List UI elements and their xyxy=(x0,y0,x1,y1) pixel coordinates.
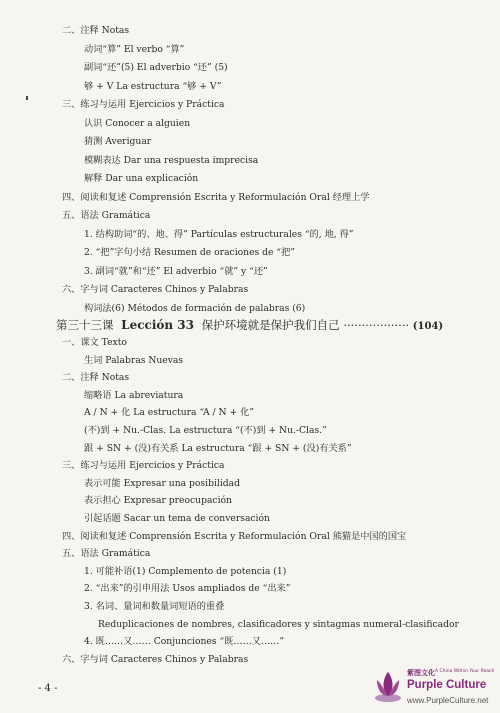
toc-entry: 缩略语 La abreviatura xyxy=(84,389,184,401)
toc-entry: 构词法(6) Métodos de formación de palabras (6) xyxy=(84,302,306,314)
lotus-logo-icon xyxy=(373,668,403,704)
toc-entry: 生词 Palabras Nuevas xyxy=(84,354,184,366)
toc-section-heading: 六、字与词 Caracteres Chinos y Palabras xyxy=(62,284,249,295)
toc-entry: 2. “把”字句小结 Resumen de oraciones de “把” xyxy=(84,247,295,258)
toc-entry: 1. 可能补语(1) Complemento de potencia (1) xyxy=(84,565,287,577)
lesson-page-ref: (104) xyxy=(412,321,444,332)
toc-entry: 跟 + SN + (没)有关系 La estructura “跟 + SN + (没)有关系” xyxy=(84,442,352,454)
toc-entry: 认识 Conocer a alguien xyxy=(84,117,191,129)
lesson-number-cn: 第三十三课 xyxy=(56,318,114,332)
logo-tagline: A China Within Your Reach xyxy=(435,669,495,674)
page-number: - 4 - xyxy=(38,683,58,694)
toc-entry: 表示可能 Expresar una posibilidad xyxy=(84,477,241,489)
toc-section-heading: 三、练习与运用 Ejercicios y Práctica xyxy=(62,99,225,110)
toc-entry: 模糊表达 Dar una respuesta imprecisa xyxy=(84,154,259,166)
toc-entry: 2. “出来”的引申用法 Usos ampliados de “出来” xyxy=(84,583,291,595)
toc-entry: 动词“算” El verbo “算” xyxy=(84,43,185,55)
lesson-33-heading xyxy=(56,318,443,334)
toc-section-heading: 六、字与词 Caracteres Chinos y Palabras xyxy=(62,653,249,665)
toc-section-heading: 五、语法 Gramática xyxy=(62,548,151,560)
toc-entry: 3. 副词“就”和“还” El adverbio “就” y “还” xyxy=(84,265,268,277)
toc-entry: 够 + V La estructura “够 + V” xyxy=(84,80,222,92)
logo-url: www.PurpleCulture.net xyxy=(407,696,489,705)
toc-entry: 引起话题 Sacar un tema de conversación xyxy=(84,513,270,524)
stray-mark xyxy=(26,96,28,100)
toc-section-heading: 五、语法 Gramática xyxy=(62,210,151,221)
lesson-title: 保护环境就是保护我们自己 xyxy=(201,318,340,332)
logo-chinese-text: 紫图文化 xyxy=(407,668,435,677)
toc-entry: Reduplicaciones de nombres, clasificadores y sintagmas numeral-clasificador xyxy=(98,618,459,630)
toc-entry: 表示担心 Expresar preocupación xyxy=(84,495,232,507)
leader-dots: ·················· xyxy=(343,318,410,332)
lesson-number-en: Lección 33 xyxy=(121,318,195,332)
toc-section-heading: 一、课文 Texto xyxy=(62,337,127,348)
toc-section-heading: 二、注释 Notas xyxy=(62,372,130,384)
toc-entry: 解释 Dar una explicación xyxy=(84,173,199,184)
purple-culture-logo xyxy=(373,666,497,710)
toc-section-heading: 四、阅读和复述 Comprensión Escrita y Reformulación Oral 经理上学 xyxy=(62,191,370,203)
toc-section-heading: 三、练习与运用 Ejercicios y Práctica xyxy=(62,460,225,472)
toc-entry: A / N + 化 La estructura “A / N + 化” xyxy=(84,407,254,419)
toc-entry: 3. 名词、量词和数量词短语的重叠 xyxy=(84,601,225,612)
toc-entry: 4. 既……又…… Conjunciones “既……又……” xyxy=(84,636,285,648)
toc-section-heading: 二、注释 Notas xyxy=(62,25,130,36)
toc-entry: (不)到 + Nu.-Clas. La estructura “(不)到 + Nu.-Clas.” xyxy=(84,425,327,436)
logo-brand-name: Purple Culture xyxy=(407,679,487,691)
toc-entry: 猜测 Averiguar xyxy=(84,136,152,147)
toc-section-heading: 四、阅读和复述 Comprensión Escrita y Reformulación Oral 熊猫是中国的国宝 xyxy=(62,530,407,542)
toc-entry: 副词“还”(5) El adverbio “还” (5) xyxy=(84,62,228,73)
toc-entry: 1. 结构助词“的、地、得” Partículas estructurales “的, 地, 得” xyxy=(84,228,354,240)
